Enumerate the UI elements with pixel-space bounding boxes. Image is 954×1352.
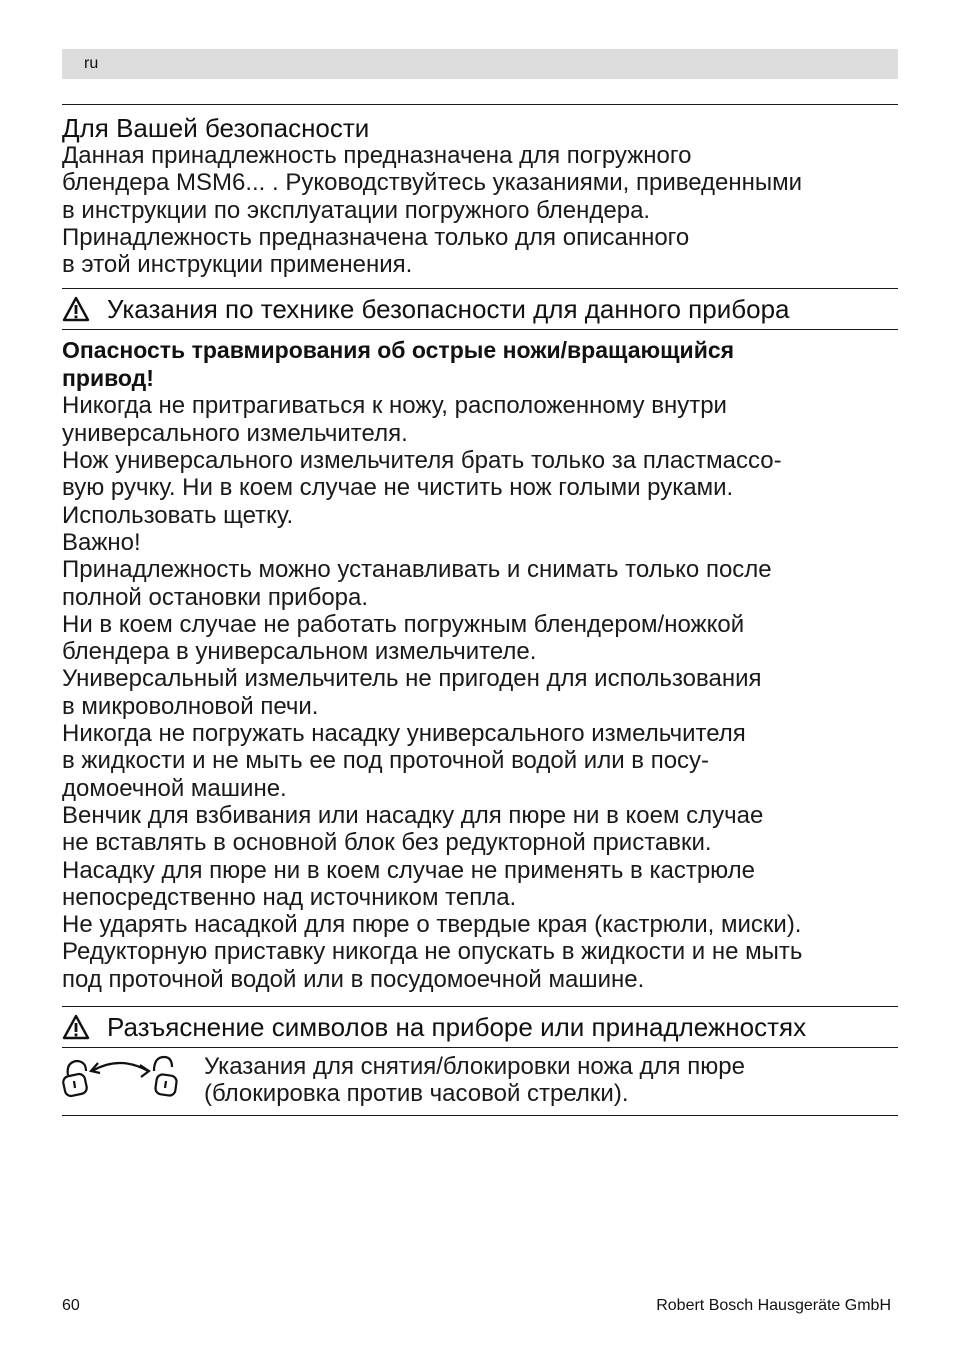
warning-line: вую ручку. Ни в коем случае не чистить нож голыми руками. bbox=[62, 474, 734, 502]
language-bar bbox=[62, 49, 898, 79]
intro-line: в инструкции по эксплуатации погружного блендера. bbox=[62, 196, 651, 224]
warning-line: Не ударять насадкой для пюре о твердые края (кастрюли, миски). bbox=[62, 911, 802, 939]
safety-intro bbox=[62, 142, 898, 278]
danger-title-line: привод! bbox=[62, 364, 154, 391]
page-number: 60 bbox=[62, 1297, 80, 1314]
symbol-item bbox=[62, 1048, 898, 1115]
company-name: Robert Bosch Hausgeräte GmbH bbox=[656, 1297, 891, 1314]
page-content bbox=[62, 104, 898, 1116]
warning-line: универсального измельчителя. bbox=[62, 419, 408, 447]
warning-line: непосредственно над источником тепла. bbox=[62, 883, 517, 911]
warning-line: в жидкости и не мыть ее под проточной водой или в посу- bbox=[62, 747, 710, 775]
safety-title: Для Вашей безопасности bbox=[62, 113, 370, 143]
warning-line: Нож универсального измельчителя брать только за пластмассо- bbox=[62, 447, 782, 475]
warning-triangle-icon bbox=[62, 296, 90, 322]
symbol-description-line: (блокировка против часовой стрелки). bbox=[204, 1080, 629, 1108]
intro-line: блендера MSM6... . Руководствуйтесь указаниями, приведенными bbox=[62, 169, 803, 197]
warning-line: домоечной машине. bbox=[62, 774, 287, 802]
intro-line: в этой инструкции применения. bbox=[62, 251, 413, 279]
warning-line: в микроволновой печи. bbox=[62, 692, 319, 720]
important-label: Важно! bbox=[62, 528, 141, 556]
warning-line: Венчик для взбивания или насадку для пюре ни в коем случае bbox=[62, 801, 764, 829]
warning-triangle-icon bbox=[62, 1014, 90, 1040]
warning-line: под проточной водой или в посудомоечной машине. bbox=[62, 965, 645, 993]
instructions-heading bbox=[62, 289, 898, 329]
warning-list bbox=[62, 392, 898, 993]
intro-line: Принадлежность предназначена только для описанного bbox=[62, 223, 690, 251]
warning-line: не вставлять в основной блок без редукторной приставки. bbox=[62, 829, 712, 857]
warning-line: Ни в коем случае не работать погружным блендером/ножкой bbox=[62, 610, 745, 638]
warning-line: Никогда не притрагиваться к ножу, расположенному внутри bbox=[62, 392, 727, 420]
danger-title-line: Опасность травмирования об острые ножи/вращающийся bbox=[62, 337, 735, 364]
warning-line: Редукторную приставку никогда не опускать в жидкости и не мыть bbox=[62, 938, 803, 966]
symbols-title: Разъяснение символов на приборе или принадлежностях bbox=[107, 1012, 807, 1043]
symbols-heading bbox=[62, 1007, 898, 1047]
intro-line: Данная принадлежность предназначена для погружного bbox=[62, 142, 692, 169]
instructions-title: Указания по технике безопасности для данного прибора bbox=[107, 294, 790, 325]
warning-line: полной остановки прибора. bbox=[62, 583, 369, 611]
warning-line: Насадку для пюре ни в коем случае не применять в кастрюле bbox=[62, 856, 755, 884]
warning-line: Принадлежность можно устанавливать и снимать только после bbox=[62, 556, 772, 584]
divider bbox=[62, 104, 898, 105]
warning-line: Использовать щетку. bbox=[62, 501, 294, 529]
warning-line: Универсальный измельчитель не пригоден для использования bbox=[62, 665, 762, 693]
divider bbox=[62, 329, 898, 330]
danger-title bbox=[62, 337, 898, 392]
divider bbox=[62, 1115, 898, 1116]
warning-line: блендера в универсальном измельчителе. bbox=[62, 638, 537, 666]
language-code: ru bbox=[84, 55, 99, 72]
symbol-description-line: Указания для снятия/блокировки ножа для пюре bbox=[204, 1053, 745, 1081]
lock-unlock-arrow-icon bbox=[62, 1053, 182, 1103]
symbol-description bbox=[204, 1053, 745, 1108]
warning-line: Никогда не погружать насадку универсального измельчителя bbox=[62, 720, 746, 748]
